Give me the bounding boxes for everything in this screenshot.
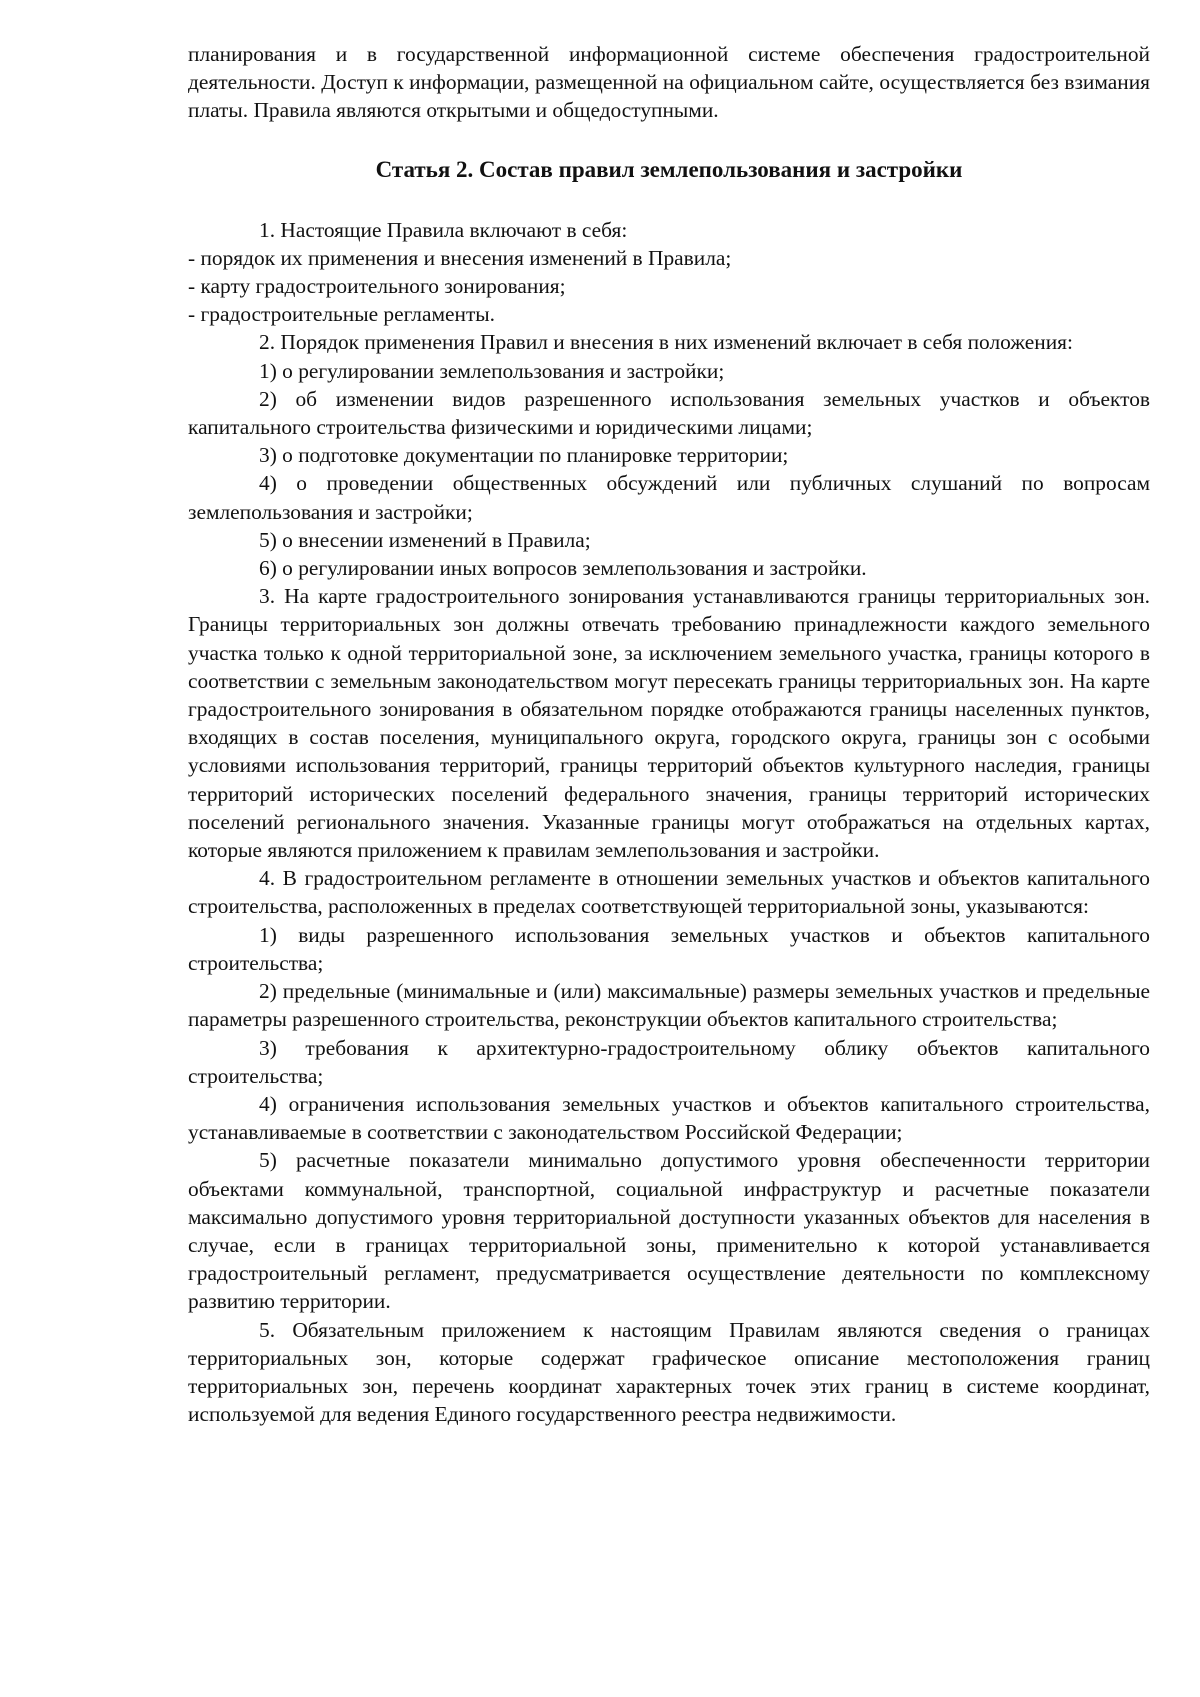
list-item-order: - порядок их применения и внесения изменений в Правила; <box>188 245 732 270</box>
paragraph-item-1: 1. Настоящие Правила включают в себя: <box>259 217 628 242</box>
subitem-2-6: 6) о регулировании иных вопросов землепользования и застройки. <box>259 556 867 581</box>
paragraph-item-2: 2. Порядок применения Правил и внесения в них изменений включает в себя положения: <box>259 330 1073 355</box>
paragraph-item-4: 4. В градостроительном регламенте в отношении земельных участков и объектов капитального строительства, расположенных в пределах соответствующей территориальной зоны, указываются: <box>188 866 1150 919</box>
spacer <box>188 125 1150 155</box>
subitem-2-5: 5) о внесении изменений в Правила; <box>259 527 591 552</box>
subitem-4-1: 1) виды разрешенного использования земельных участков и объектов капитального строительства; <box>188 922 1150 975</box>
list-item-regulations: - градостроительные регламенты. <box>188 302 496 327</box>
article-heading: Статья 2. Состав правил землепользования и застройки <box>375 156 963 182</box>
paragraph-item-5: 5. Обязательным приложением к настоящим Правилам являются сведения о границах территориальных зон, которые содержат графическое описание местоположения границ территориальных зон, перечень координат характерных точек этих границ в системе координат, используемой для ведения Единого государственного реестра недвижимости. <box>188 1317 1150 1427</box>
subitem-4-3: 3) требования к архитектурно-градостроительному облику объектов капитального строительства; <box>188 1035 1150 1088</box>
subitem-2-3: 3) о подготовке документации по планировке территории; <box>259 443 789 468</box>
subitem-2-2: 2) об изменении видов разрешенного использования земельных участков и объектов капитального строительства физическими и юридическими лицами; <box>188 386 1150 440</box>
subitem-2-1: 1) о регулировании землепользования и застройки; <box>259 358 725 383</box>
subitem-4-5: 5) расчетные показатели минимально допустимого уровня обеспеченности территории объектами коммунальной, транспортной, социальной инфраструктур и расчетные показатели максимально допустимого уровня территориальной доступности указанных объектов для населения в случае, если в границах территориальной зоны, применительно к которой устанавливается градостроительный регламент, предусматривается осуществление деятельности по комплексному развитию территории. <box>188 1148 1150 1314</box>
subitem-4-2: 2) предельные (минимальные и (или) максимальные) размеры земельных участков и предельные параметры разрешенного строительства, реконструкции объектов капитального строительства; <box>188 979 1150 1032</box>
spacer <box>188 185 1150 216</box>
document-page <box>188 40 1150 1428</box>
subitem-2-4: 4) о проведении общественных обсуждений или публичных слушаний по вопросам землепользования и застройки; <box>188 471 1150 524</box>
intro-paragraph: планирования и в государственной информационной системе обеспечения градостроительной деятельности. Доступ к информации, размещенной на официальном сайте, осуществляется без взимания платы. Правила являются открытыми и общедоступными. <box>188 42 1150 123</box>
paragraph-item-3: 3. На карте градостроительного зонирования устанавливаются границы территориальных зон. Границы территориальных зон должны отвечать требованию принадлежности каждого земельного участка только к одной территориальной зоне, за исключением земельного участка, границы которого в соответствии с земельным законодательством могут пересекать границы территориальных зон. На карте градостроительного зонирования в обязательном порядке отображаются границы населенных пунктов, входящих в состав поселения, муниципального округа, городского округа, границы зон с особыми условиями использования территорий, границы территорий объектов культурного наследия, границы территорий исторических поселений федерального значения, границы территорий исторических поселений регионального значения. Указанные границы могут отображаться на отдельных картах, которые являются приложением к правилам землепользования и застройки. <box>188 584 1150 863</box>
list-item-zoning-map: - карту градостроительного зонирования; <box>188 274 566 299</box>
subitem-4-4: 4) ограничения использования земельных участков и объектов капитального строительства, устанавливаемые в соответствии с законодательством Российской Федерации; <box>188 1091 1150 1145</box>
